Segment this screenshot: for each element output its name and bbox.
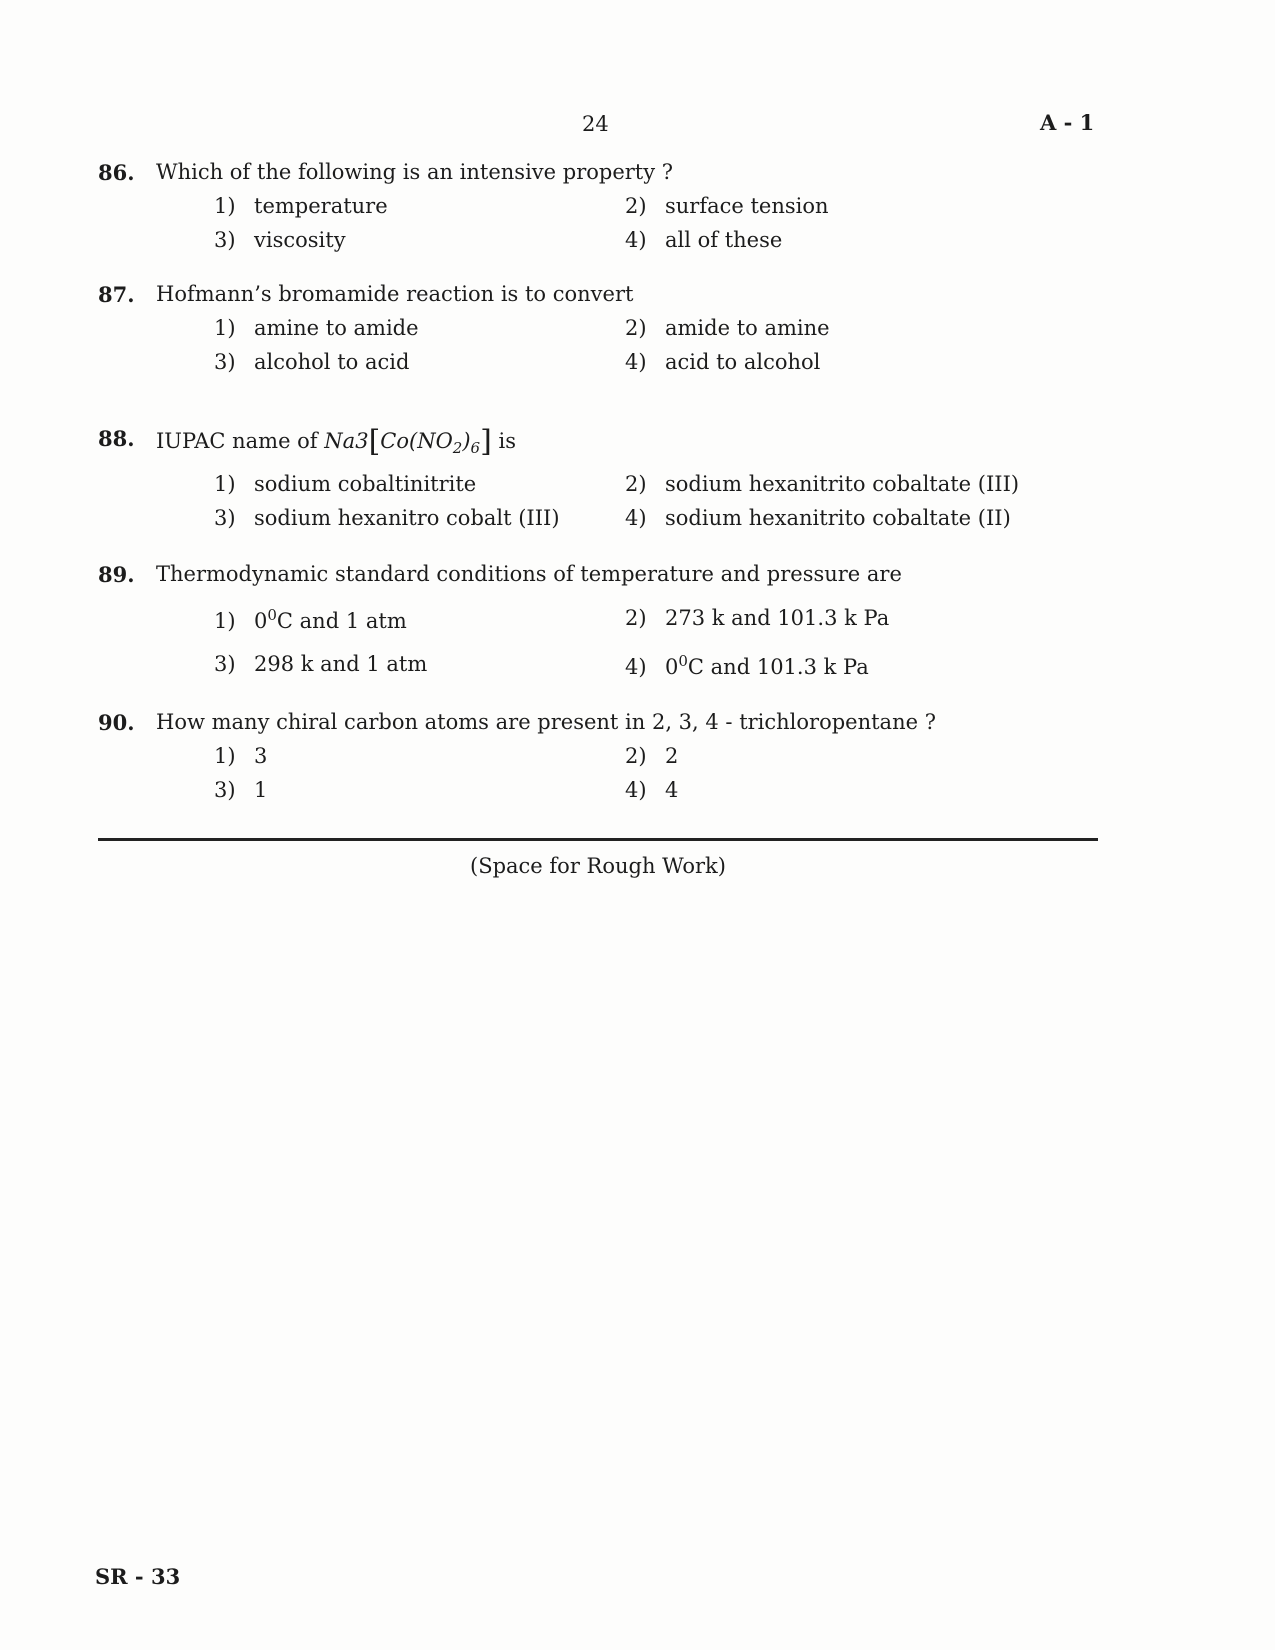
option-number: 2) [625, 606, 647, 630]
option-superscript: 0 [267, 606, 277, 624]
question-86 [98, 160, 1098, 262]
formula-no-count: 2 [452, 439, 463, 458]
option-text: 4 [665, 778, 679, 802]
option-4 [625, 350, 820, 374]
option-number: 2) [625, 472, 647, 496]
option-text: amide to amine [665, 316, 830, 340]
option-number: 2) [625, 194, 647, 218]
option-number: 4) [625, 506, 647, 530]
page-number: 24 [582, 112, 609, 136]
question-text: Hofmann’s bromamide reaction is to convert [156, 282, 634, 306]
question-number: 88. [98, 426, 135, 451]
question-text: Thermodynamic standard conditions of temperature and pressure are [156, 562, 902, 586]
option-number: 3) [214, 228, 236, 252]
formula-paren-open: ( [409, 429, 418, 453]
question-87 [98, 282, 1098, 384]
question-90 [98, 710, 1098, 812]
formula-no: NO [417, 429, 453, 453]
option-1 [214, 606, 407, 633]
option-text: sodium hexanitro cobalt (III) [254, 506, 560, 530]
option-rest: C and 101.3 k Pa [687, 655, 869, 679]
formula-bracket-open: [ [368, 424, 381, 459]
option-1 [214, 194, 388, 218]
option-1 [214, 744, 267, 768]
option-number: 3) [214, 350, 236, 374]
option-rest: C and 1 atm [276, 609, 407, 633]
paper-code: A - 1 [1040, 110, 1095, 135]
option-number: 4) [625, 778, 647, 802]
option-base: 0 [254, 609, 268, 633]
option-text: 1 [254, 778, 268, 802]
option-number: 2) [625, 744, 647, 768]
formula-ligand-count: 6 [470, 439, 481, 458]
option-1 [214, 472, 476, 496]
option-4 [625, 506, 1011, 530]
question-number: 89. [98, 562, 135, 587]
option-base: 0 [665, 655, 679, 679]
option-3 [214, 652, 427, 676]
question-88 [98, 420, 1098, 540]
option-4 [625, 652, 869, 679]
option-text: alcohol to acid [254, 350, 410, 374]
divider-rule [98, 838, 1098, 841]
option-number: 3) [214, 506, 236, 530]
formula-paren-close: ) [462, 429, 471, 453]
option-3 [214, 228, 346, 252]
question-text [156, 424, 516, 459]
question-number: 86. [98, 160, 135, 185]
option-number: 1) [214, 609, 236, 633]
option-2 [625, 606, 889, 630]
formula-na-count: 3 [355, 429, 369, 453]
question-89 [98, 562, 1098, 686]
option-text: temperature [254, 194, 388, 218]
option-4 [625, 778, 678, 802]
option-number: 1) [214, 472, 236, 496]
option-2 [625, 744, 678, 768]
option-2 [625, 194, 829, 218]
question-text: How many chiral carbon atoms are present in 2, 3, 4 - trichloropentane ? [156, 710, 936, 734]
option-superscript: 0 [678, 652, 688, 670]
option-2 [625, 316, 830, 340]
option-text: amine to amide [254, 316, 419, 340]
option-number: 4) [625, 655, 647, 679]
option-3 [214, 778, 267, 802]
option-number: 3) [214, 652, 236, 676]
option-number: 1) [214, 744, 236, 768]
option-number: 4) [625, 350, 647, 374]
option-text: sodium hexanitrito cobaltate (III) [665, 472, 1020, 496]
option-text: sodium cobaltinitrite [254, 472, 477, 496]
option-text: surface tension [665, 194, 829, 218]
option-text: 298 k and 1 atm [254, 652, 428, 676]
option-text: 273 k and 101.3 k Pa [665, 606, 890, 630]
option-text: 3 [254, 744, 268, 768]
option-text: acid to alcohol [665, 350, 821, 374]
formula-co: Co [380, 429, 409, 453]
question-text: Which of the following is an intensive property ? [156, 160, 674, 184]
formula-bracket-close: ] [480, 424, 492, 459]
footer-code: SR - 33 [95, 1564, 181, 1589]
option-text: viscosity [254, 228, 346, 252]
option-text: all of these [665, 228, 783, 252]
rough-work-label: (Space for Rough Work) [470, 854, 726, 878]
formula-na: Na [324, 429, 356, 453]
option-number: 3) [214, 778, 236, 802]
option-1 [214, 316, 419, 340]
option-3 [214, 506, 560, 530]
option-text: 2 [665, 744, 679, 768]
option-2 [625, 472, 1019, 496]
option-number: 1) [214, 316, 236, 340]
question-number: 90. [98, 710, 135, 735]
option-number: 2) [625, 316, 647, 340]
option-number: 4) [625, 228, 647, 252]
question-text-after: is [498, 429, 516, 453]
option-3 [214, 350, 409, 374]
option-number: 1) [214, 194, 236, 218]
question-number: 87. [98, 282, 135, 307]
complex-formula [324, 424, 492, 459]
option-text: sodium hexanitrito cobaltate (II) [665, 506, 1011, 530]
option-4 [625, 228, 782, 252]
question-text-before: IUPAC name of [156, 429, 318, 453]
